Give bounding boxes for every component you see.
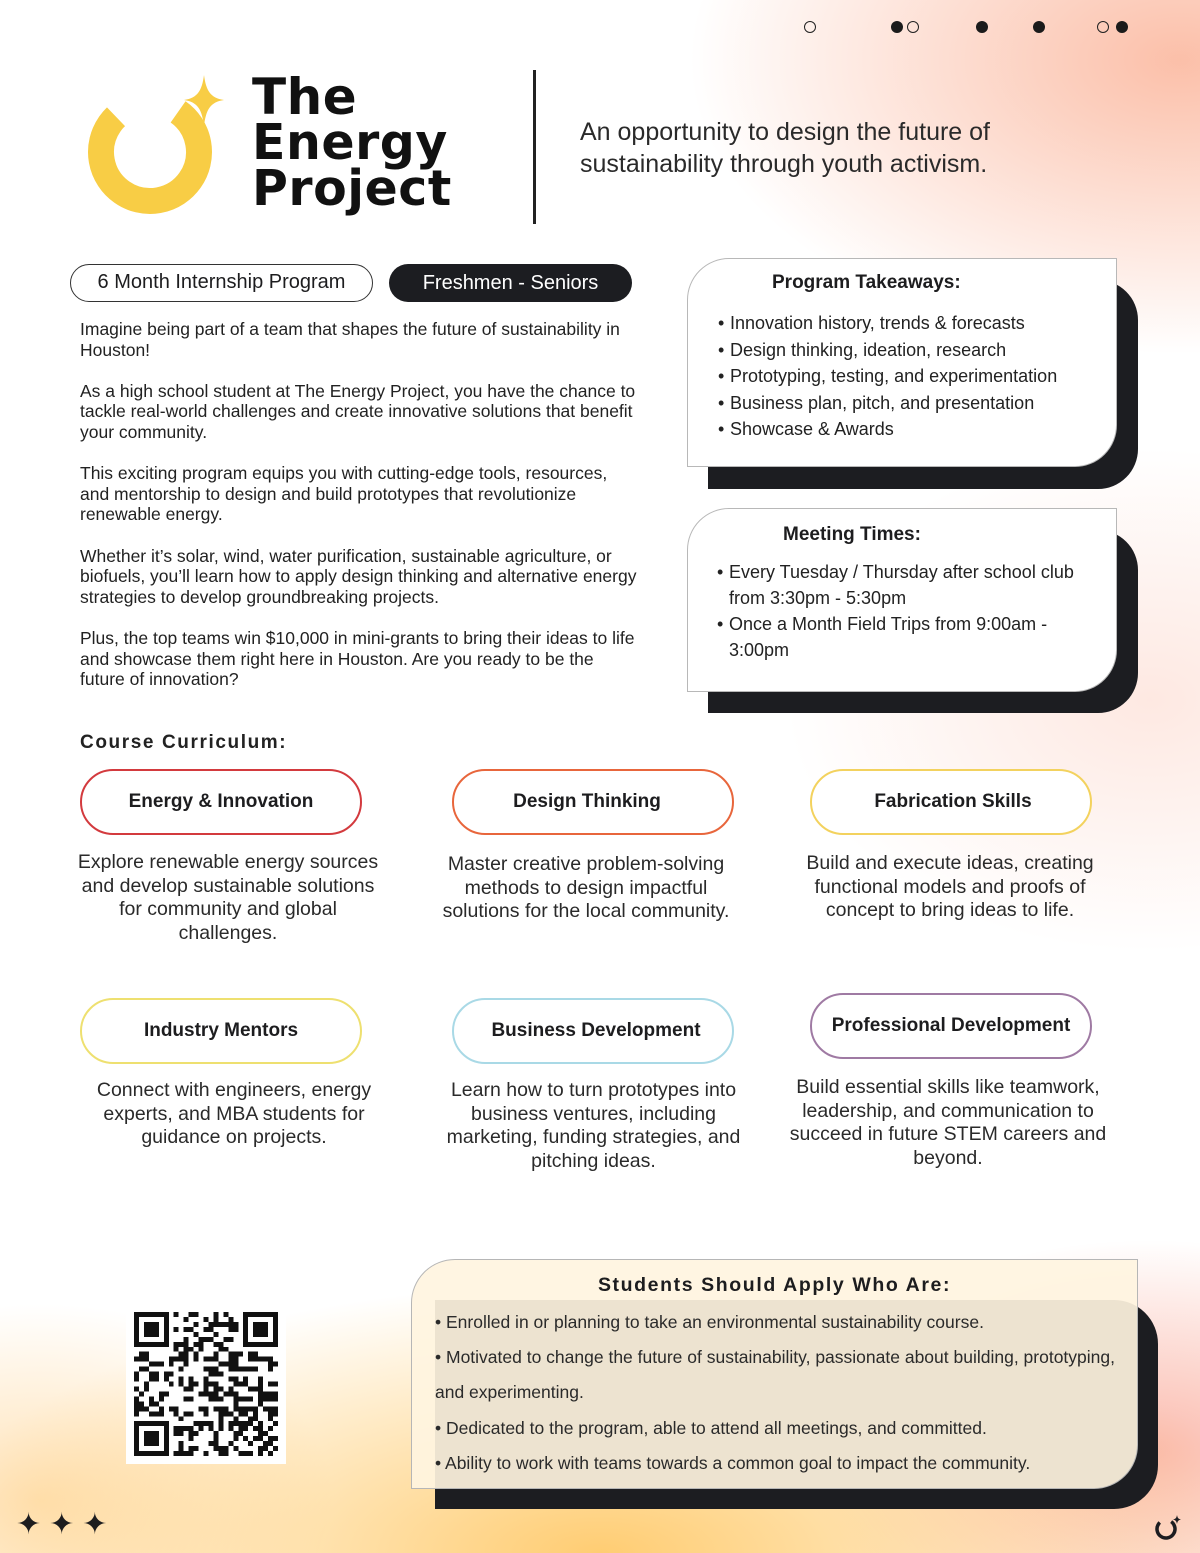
list-item: • Innovation history, trends & forecasts — [718, 310, 1113, 337]
list-item: • Showcase & Awards — [718, 416, 1113, 443]
ring-dot-icon — [907, 21, 919, 33]
takeaways-list — [718, 310, 1113, 443]
meetings-list — [717, 560, 1077, 663]
course-pill-fabrication-skills: Fabrication Skills — [810, 769, 1092, 835]
list-item: • Every Tuesday / Thursday after school club from 3:30pm - 5:30pm — [717, 560, 1077, 611]
filled-dot-icon — [891, 21, 903, 33]
takeaways-title: Program Takeaways: — [772, 272, 961, 293]
course-desc-design-thinking: Master creative problem-solving methods to design impactful solutions for the local community. — [442, 853, 730, 922]
course-pill-design-thinking: Design Thinking — [452, 769, 734, 835]
brand-wordmark — [252, 68, 522, 217]
audience-badge: Freshmen - Seniors — [389, 264, 632, 302]
header-divider — [533, 70, 536, 224]
apply-title: Students Should Apply Who Are: — [597, 1274, 952, 1296]
tagline: An opportunity to design the future of sustainability through youth activism. — [580, 118, 990, 178]
intro-paragraph: This exciting program equips you with cutting-edge tools, resources, and mentorship to design and build prototypes that revolutionize renewable energy. — [80, 463, 608, 525]
ring-dot-icon — [1097, 21, 1109, 33]
curriculum-heading: Course Curriculum: — [80, 732, 288, 753]
course-desc-energy-innovation: Explore renewable energy sources and develop sustainable solutions for community and global challenges. — [77, 851, 379, 944]
list-item: • Ability to work with teams towards a common goal to impact the community. — [435, 1452, 1031, 1473]
course-pill-industry-mentors: Industry Mentors — [80, 998, 362, 1064]
intro-paragraph: As a high school student at The Energy Project, you have the chance to tackle real-world challenges and create innovative solutions that benefit your community. — [80, 380, 636, 442]
course-pill-professional-development: Professional Development — [810, 993, 1092, 1059]
energy-project-logo-icon — [84, 72, 234, 222]
qr-code[interactable] — [126, 1304, 286, 1464]
intro-paragraph: Plus, the top teams win $10,000 in mini-grants to bring their ideas to life and showcase them right here in Houston. Are you ready to be the future of innovation? — [80, 627, 635, 690]
decorative-dots — [800, 18, 1140, 38]
course-pill-business-development: Business Development — [452, 998, 734, 1064]
list-item: • Enrolled in or planning to take an environmental sustainability course. — [435, 1312, 984, 1332]
list-item: • Prototyping, testing, and experimentation — [718, 363, 1113, 390]
list-item: • Dedicated to the program, able to attend all meetings, and committed. — [435, 1417, 987, 1438]
brand-name-line2: Energy — [252, 114, 448, 171]
filled-dot-icon — [976, 21, 988, 33]
qr-code-icon — [134, 1312, 278, 1456]
ring-dot-icon — [804, 21, 816, 33]
intro-text — [80, 319, 640, 710]
meetings-card — [687, 508, 1117, 692]
course-pill-energy-innovation: Energy & Innovation — [80, 769, 362, 835]
course-desc-professional-development: Build essential skills like teamwork, leadership, and communication to succeed in future STEM careers and beyond. — [789, 1076, 1107, 1169]
list-item: • Design thinking, ideation, research — [718, 337, 1113, 364]
duration-badge: 6 Month Internship Program — [70, 264, 373, 302]
filled-dot-icon — [1033, 21, 1045, 33]
course-desc-industry-mentors: Connect with engineers, energy experts, and MBA students for guidance on projects. — [96, 1079, 372, 1148]
corner-logo-icon — [1152, 1513, 1182, 1543]
list-item: • Motivated to change the future of sustainability, passionate about building, prototyping, and experimenting. — [435, 1347, 1115, 1403]
apply-list — [435, 1305, 1125, 1481]
list-item: • Once a Month Field Trips from 9:00am - 3:00pm — [717, 612, 1077, 663]
list-item: • Business plan, pitch, and presentation — [718, 390, 1113, 417]
takeaways-card — [687, 258, 1117, 467]
intro-paragraph: Imagine being part of a team that shapes the future of sustainability in Houston! — [80, 319, 620, 360]
brand-name-line3: Project — [252, 160, 452, 217]
apply-card — [411, 1259, 1138, 1489]
intro-paragraph: Whether it’s solar, wind, water purification, sustainable agriculture, or biofuels, you’ll learn how to apply design thinking and alternative energy strategies to develop groundbreaking projects. — [80, 545, 637, 607]
filled-dot-icon — [1116, 21, 1128, 33]
meetings-title: Meeting Times: — [783, 524, 921, 545]
course-desc-fabrication-skills: Build and execute ideas, creating functional models and proofs of concept to bring ideas to life. — [806, 852, 1094, 921]
course-desc-business-development: Learn how to turn prototypes into business ventures, including marketing, funding strategies, and pitching ideas. — [446, 1079, 741, 1172]
sparkle-icons: ✦✦✦ — [16, 1508, 116, 1541]
brand-name-line1: The — [252, 68, 358, 126]
